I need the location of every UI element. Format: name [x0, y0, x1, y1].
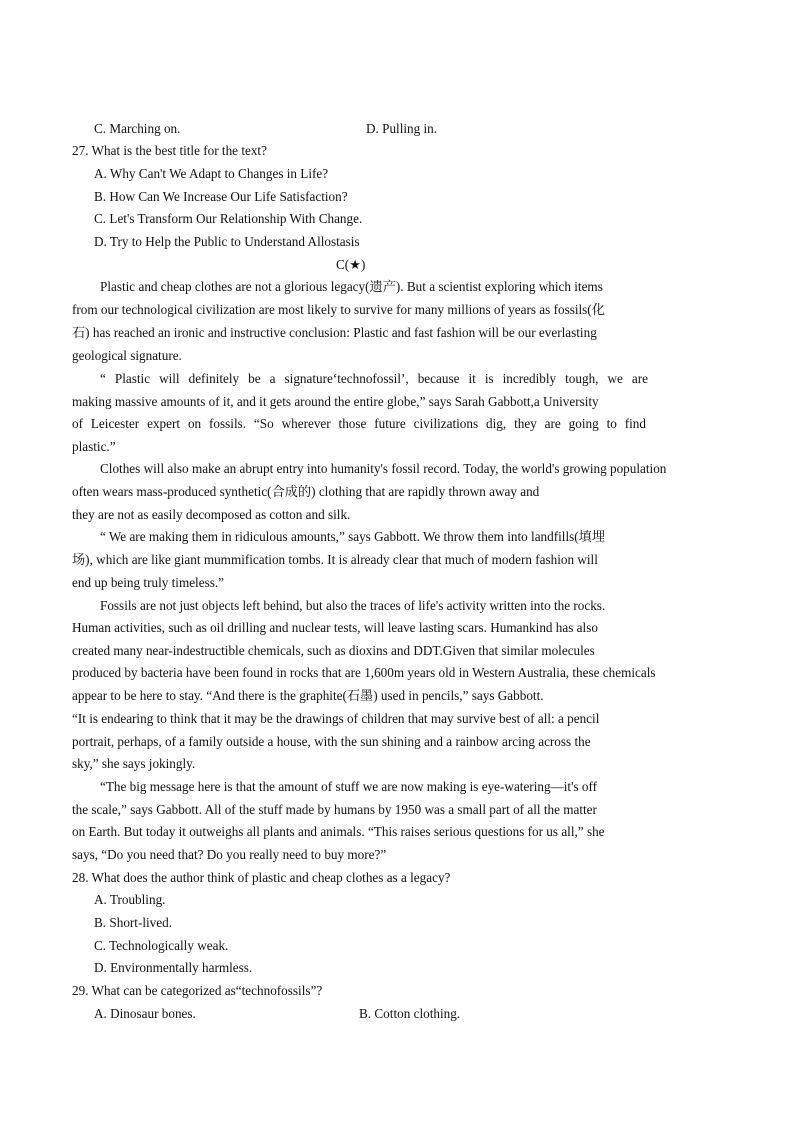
passage-line: 场), which are like giant mummification tombs. It is already clear that much of modern fashion will — [72, 552, 598, 567]
q28-option-b: B. Short-lived. — [94, 915, 173, 930]
passage-line: often wears mass-produced synthetic(合成的) clothing that are rapidly thrown away and — [72, 484, 540, 499]
q27-option-b: B. How Can We Increase Our Life Satisfaction? — [94, 189, 348, 204]
passage-line: Plastic and cheap clothes are not a glorious legacy(遗产). But a scientist exploring which items — [100, 279, 603, 294]
passage-line: “It is endearing to think that it may be the drawings of children that may survive best of all: a pencil — [72, 711, 600, 726]
passage-line: on Earth. But today it outweighs all plants and animals. “This raises serious questions for us all,” she — [72, 824, 605, 839]
q28-option-a: A. Troubling. — [94, 892, 166, 907]
passage-line: geological signature. — [72, 348, 182, 363]
q29-stem: 29. What can be categorized as“technofossils”? — [72, 983, 323, 998]
q29-option-a: A. Dinosaur bones. — [94, 1006, 196, 1021]
passage-line: the scale,” says Gabbott. All of the stuff made by humans by 1950 was a small part of all the matter — [72, 802, 597, 817]
passage-line: “The big message here is that the amount of stuff we are now making is eye-watering—it's off — [100, 779, 598, 794]
passage-line: “ Plastic will definitely be a signature‘technofossil’, because it is incredibly tough, we are — [100, 371, 648, 386]
passage-line: they are not as easily decomposed as cotton and silk. — [72, 507, 351, 522]
q28-option-d: D. Environmentally harmless. — [94, 960, 253, 975]
q27-option-a: A. Why Can't We Adapt to Changes in Life? — [94, 166, 329, 181]
passage-line: “ We are making them in ridiculous amounts,” says Gabbott. We throw them into landfills(填埋 — [100, 529, 606, 544]
passage-line: portrait, perhaps, of a family outside a house, with the sun shining and a rainbow arcing across the — [72, 734, 591, 749]
q26-option-c: C. Marching on. — [94, 121, 181, 136]
passage-line: of Leicester expert on fossils. “So wherever those future civilizations dig, they are going to find — [72, 416, 646, 431]
passage-line: Fossils are not just objects left behind, but also the traces of life's activity written into the rocks. — [100, 598, 606, 613]
passage-line: from our technological civilization are most likely to survive for many millions of years as fossils(化 — [72, 302, 605, 317]
passage-line: produced by bacteria have been found in rocks that are 1,600m years old in Western Australia, these chemicals — [72, 665, 656, 680]
passage-line: Human activities, such as oil drilling and nuclear tests, will leave lasting scars. Humankind has also — [72, 620, 598, 635]
q28-stem: 28. What does the author think of plastic and cheap clothes as a legacy? — [72, 870, 451, 885]
q28-option-c: C. Technologically weak. — [94, 938, 229, 953]
q27-stem: 27. What is the best title for the text? — [72, 143, 267, 158]
q27-option-c: C. Let's Transform Our Relationship With Change. — [94, 211, 363, 226]
passage-line: plastic.” — [72, 439, 116, 454]
passage-line: 石) has reached an ironic and instructive conclusion: Plastic and fast fashion will be our everlasting — [72, 325, 597, 340]
passage-line: says, “Do you need that? Do you really need to buy more?” — [72, 847, 387, 862]
q27-option-d: D. Try to Help the Public to Understand Allostasis — [94, 234, 360, 249]
passage-line: end up being truly timeless.” — [72, 575, 224, 590]
passage-line: appear to be here to stay. “And there is the graphite(石墨) used in pencils,” says Gabbott. — [72, 688, 544, 703]
passage-line: created many near-indestructible chemicals, such as dioxins and DDT.Given that similar molecules — [72, 643, 595, 658]
passage-line: Clothes will also make an abrupt entry into humanity's fossil record. Today, the world's growing population — [100, 461, 667, 476]
passage-line: sky,” she says jokingly. — [72, 756, 196, 771]
q29-option-b: B. Cotton clothing. — [359, 1006, 461, 1021]
passage-line: making massive amounts of it, and it gets around the entire globe,” says Sarah Gabbott,a University — [72, 394, 599, 409]
section-title: C(★) — [336, 257, 366, 272]
q26-option-d: D. Pulling in. — [366, 121, 438, 136]
